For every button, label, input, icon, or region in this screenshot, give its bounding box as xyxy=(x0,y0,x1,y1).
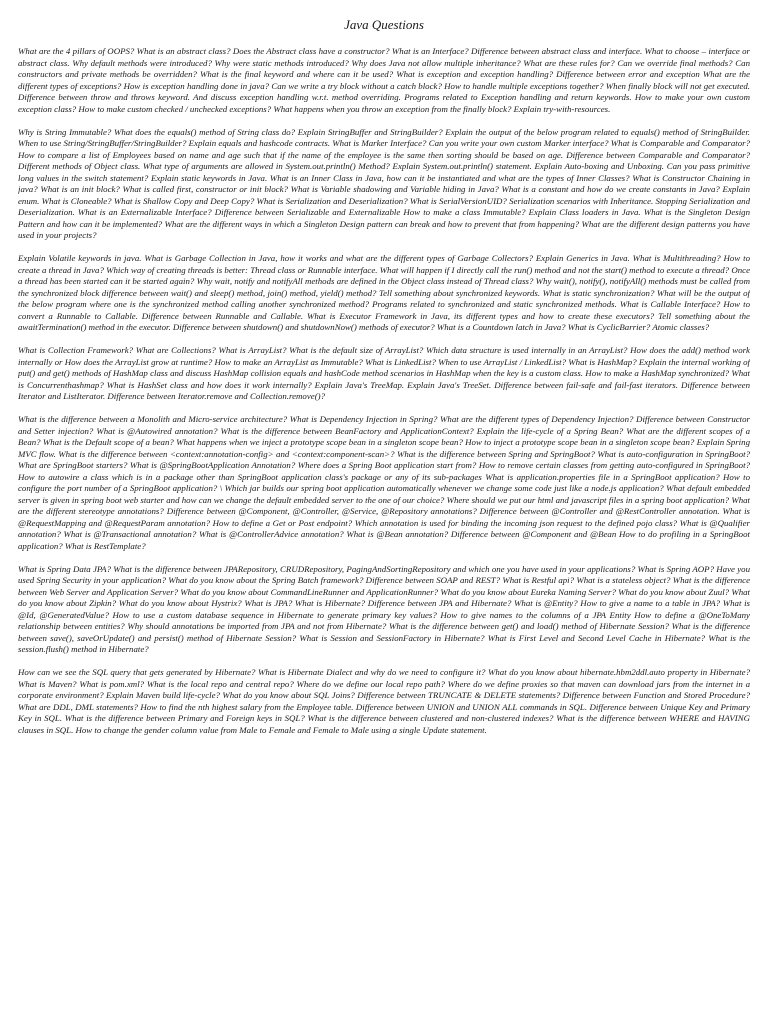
paragraph-spring-springboot: What is the difference between a Monolith and Micro-service architecture? What is Dependency Injection in Spring? What are the different types of Dependency Injection? Difference between Constructor and Setter injection? What is @Autowired annotation? What is the difference between BeanFactory and ApplicationContext? Explain the life-cycle of a Spring Bean? What are the different scopes of a Bean? What is the Default scope of a bean? What happens when we inject a prototype scope bean in a singleton scope bean? How to inject a prototype scope bean in a singleton scope bean? Explain Spring MVC flow. What is the difference between <context:annotation-config> and <context:component-scan>? What is the difference between Spring and SpringBoot? What is auto-configuration in SpringBoot? What are SpringBoot starters? What is @SpringBootApplication Annotation? Where does a Spring Boot application start from? How to remove certain classes from getting auto-configured in SpringBoot? How to autowire a class which is in a package other than SpringBoot application class's package or any of its sub-packages What is application.properties file in a SpringBoot application? How to configure the port number of a SpringBoot application? \ Which jar builds our spring boot application automatically whenever we change some code just like a node.js application? What default embedded server is given in spring boot web starter and how can we change the default embedded server to the one of our choice? Where should we put our html and javascript files in a spring boot application? What are the different stereotype annotations? Difference between @Component, @Controller, @Service, @Repository annotations? Difference between @Controller and @RestController annotation. What is @RequestMapping and @RequestParam annotation? How to define a Get or Post endpoint? Which annotation is used for binding the incoming json request to the defined pojo class? What is @Qualifier annotation? What is @Transactional annotation? What is @ControllerAdvice annotation? What is @Bean annotation? Difference between @Component and @Bean How to do profiling in a SpringBoot application? What is RestTemplate? xyxy=(18,414,750,551)
paragraph-strings-core-java: Why is String Immutable? What does the equals() method of String class do? Explain StringBuffer and StringBuilder? Explain the output of the below program related to equals() method of StringBuilder. When to use String/StringBuffer/StringBuilder? Explain equals and hashcode contracts. What is Marker Interface? Can you write your own custom Marker interface? What is Comparable and Comparator? How to compare a list of Employees based on name and age such that if the name of the employee is the same then sorting should be based on age. Difference between Comparable and Comparator? Different methods of Object class. What type of arguments are allowed in System.out.println() Method? Explain System.out.println() statement. Explain Auto-boxing and Unboxing. Can you pass primitive long values in the switch statement? Explain static keywords in Java. What is an Inner Class in Java, how can it be instantiated and what are the types of Inner Classes? What is Constructor Chaining in java? What is an init block? What is called first, constructor or init block? What is Variable shadowing and Variable hiding in Java? What is a constant and how do we create constants in Java? Explain enum. What is Cloneable? What is Shallow Copy and Deep Copy? What is Serialization and Deserialization? What is SerialVersionUID? Serialization scenarios with Inheritance. Stopping Serialization and Deserialization. What is an Externalizable Interface? Difference between Serializable and Externalizable How to make a class Immutable? Explain Class loaders in Java. What is the Singleton Design Pattern and how can it be implemented? What are the different ways in which a Singleton Design pattern can break and how to prevent that from happening? What are the different design patterns you have used in your projects? xyxy=(18,126,750,240)
paragraph-threads-concurrency: Explain Volatile keywords in java. What is Garbage Collection in Java, how it works and what are the different types of Garbage Collectors? Explain Generics in Java. What is Multithreading? How to create a thread in Java? Which way of creating threads is better: Thread class or Runnable interface. What will happen if I directly call the run() method and not the start() method to execute a thread? Once a thread has been started can it be started again? Why wait, notify and notifyAll methods are defined in the Object class instead of Thread class? Why wait(), notify(), notifyAll() methods must be called from the synchronized block difference between wait() and sleep() method, join() method, yield() method? Tell something about synchronized keywords. What is static synchronization? What will be the output of the below program where one is the synchronized method calling another synchronized method? Programs related to synchronized and static synchronized methods. What is Callable Interface? How to convert a Runnable to Callable. Difference between Runnable and Callable. What is Executor Framework in Java, its different types and how to create these executors? Tell something about the awaitTermination() method in the executor. Difference between shutdown() and shutdownNow() methods of executor? What is a Countdown latch in Java? What is CyclicBarrier? Atomic classes? xyxy=(18,253,750,332)
document-title: Java Questions xyxy=(344,17,424,32)
paragraph-oops-exceptions: What are the 4 pillars of OOPS? What is an abstract class? Does the Abstract class have a constructor? What is an Interface? Difference between abstract class and interface. What to choose – interface or abstract class. Why default methods were introduced? Why were static methods introduced? Why does Java not allow multiple inheritance? What are these rules for? Can we override final methods? Can constructors and private methods be overridden? What is the final keyword and where can it be used? What is exception and exception handling? Difference between error and exception What are the different types of exceptions? How is exception handling done in java? Can we write a try block without a catch block? How to handle multiple exceptions together? When finally block will not get executed. Difference between throw and throws keyword. And discuss exception handling w.r.t. method overriding. Programs related to Exception handling and return keywords. How to make your own custom exception class? How to make custom checked / unchecked exceptions? What happens when you throw an exception from the finally block? Explain try-with-resources. xyxy=(18,46,750,114)
paragraph-maven-sql: How can we see the SQL query that gets generated by Hibernate? What is Hibernate Dialect and why do we need to configure it? What do you know about hibernate.hbm2ddl.auto property in Hibernate? What is Maven? What is pom.xml? What is the local repo and central repo? Where do we define our local repo path? Where do we define proxies so that maven can download jars from the internet in a corporate environment? Explain Maven build life-cycle? What do you know about SQL Joins? Difference between TRUNCATE & DELETE statements? Difference between Function and Stored Procedure? What are DDL, DML statements? How to find the nth highest salary from the Employee table. Difference between UNION and UNION ALL commands in SQL. Difference between Unique Key and Primary Key in SQL. What is the difference between Primary and Foreign keys in SQL? What is the difference between clustered and non-clustered indexes? What is the difference between WHERE and HAVING clauses in SQL. How to change the gender column value from Male to Female and Female to Male using a single Update statement. xyxy=(18,667,750,735)
paragraph-jpa-hibernate: What is Spring Data JPA? What is the difference between JPARepository, CRUDRepository, PagingAndSortingRepository and which one you have used in your applications? What is Spring AOP? Have you used Spring Security in your application? What do you know about the Spring Batch framework? Difference between SOAP and REST? What is Restful api? What is a stateless object? What is the difference between Web Server and Application Server? What do you know about CommandLineRunner and ApplicationRunner? What do you know about Eureka Naming Server? What do you know about Zuul? What do you know about Zipkin? What do you know about Hystrix? What is JPA? What is Hibernate? Difference between JPA and Hibernate? What is @Entity? How to give a name to a table in JPA? What is @Id, @GeneratedValue? How to use a custom database sequence in Hibernate to generate primary key values? How to give names to the columns of a JPA Entity How to define a @OneToMany relationship between entities? Why should annotations be imported from JPA and not from Hibernate? What is the difference between get() and load() method of Hibernate Session? What is the difference between save(), saveOrUpdate() and persist() method of Hibernate Session? What is Session and SessionFactory in Hibernate? What is First Level and Second Level Cache in Hibernate? What is the session.flush() method in Hibernate? xyxy=(18,563,750,654)
document-page xyxy=(18,16,750,1016)
paragraph-collections: What is Collection Framework? What are Collections? What is ArrayList? What is the default size of ArrayList? Which data structure is used internally in an ArrayList? How does the add() method work internally or How does the ArrayList grow at runtime? How to make an ArrayList as Immutable? What is LinkedList? When to use ArrayList / LinkedList? What is HashMap? Explain the internal working of put() and get() methods of HashMap class and discuss HashMap collision equals and hashCode method scenarios in HashMap when the key is a custom class. How to make a HashMap synchronized? What is Concurrenthashmap? What is HashSet class and how does it work internally? Explain Java's TreeMap. Explain Java's TreeSet. Difference between fail-safe and fail-fast iterators. Difference between Iterator and ListIterator. Difference between Iterator.remove and Collection.remove()? xyxy=(18,345,750,401)
